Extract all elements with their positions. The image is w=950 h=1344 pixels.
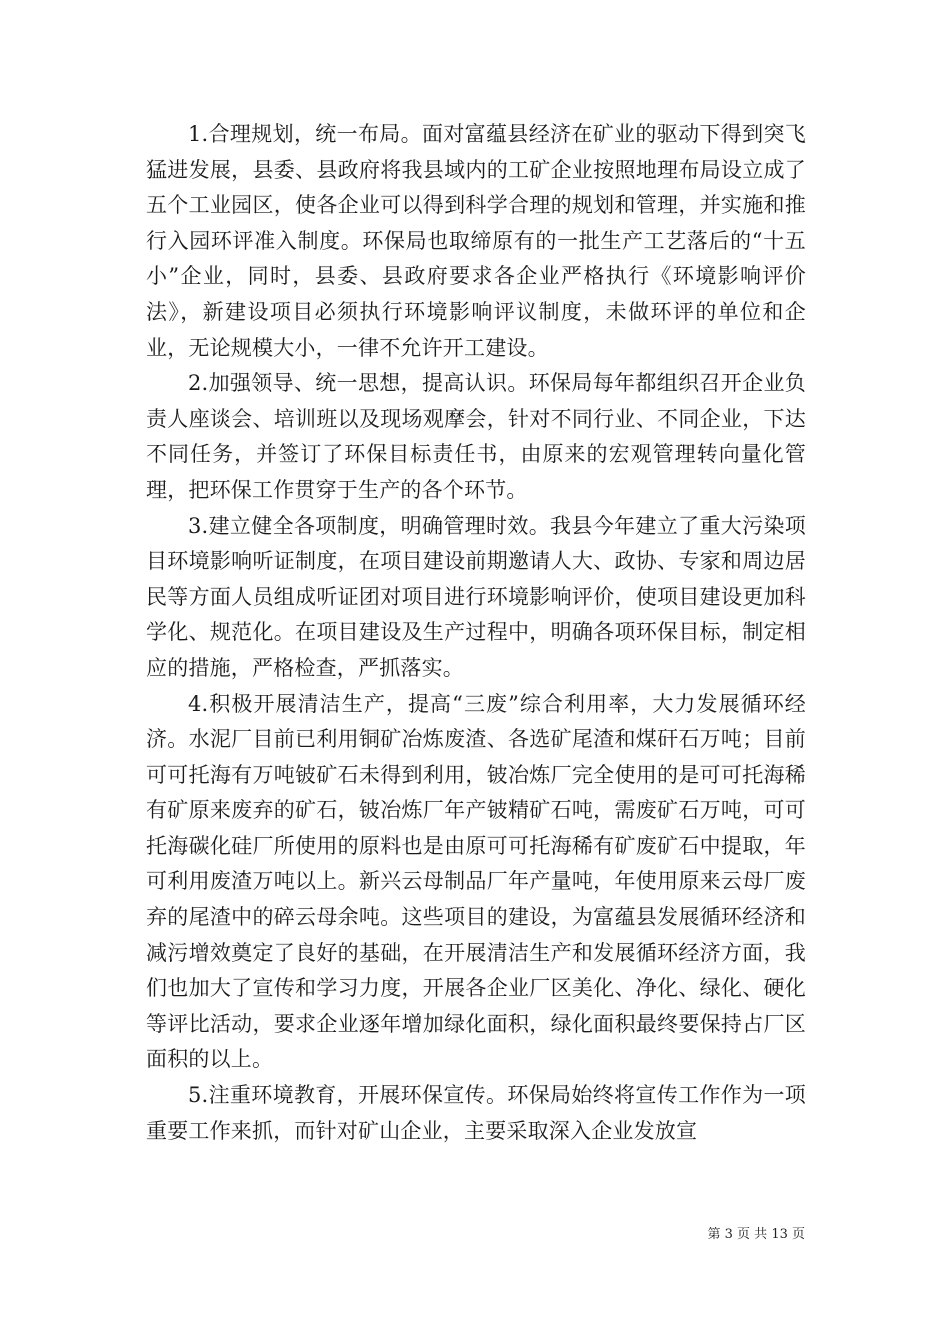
paragraph-2: 2.加强领导、统一思想，提高认识。环保局每年都组织召开企业负责人座谈会、培训班以及现场观摩会，针对不同行业、不同企业，下达不同任务，并签订了环保目标责任书，由原来的宏观管理转向量化管理，把环保工作贯穿于生产的各个环节。 xyxy=(146,371,806,502)
paragraph-5: 5.注重环境教育，开展环保宣传。环保局始终将宣传工作作为一项重要工作来抓，而针对矿山企业，主要采取深入企业发放宣 xyxy=(146,1083,806,1143)
paragraph-1: 1.合理规划，统一布局。面对富蕴县经济在矿业的驱动下得到突飞猛进发展，县委、县政府将我县域内的工矿企业按照地理布局设立成了五个工业园区，使各企业可以得到科学合理的规划和管理，并实施和推行入园环评准入制度。环保局也取缔原有的一批生产工艺落后的“十五小”企业，同时，县委、县政府要求各企业严格执行《环境影响评价法》，新建设项目必须执行环境影响评议制度，未做环评的单位和企业，无论规模大小，一律不允许开工建设。 xyxy=(146,122,806,360)
paragraph-3: 3.建立健全各项制度，明确管理时效。我县今年建立了重大污染项目环境影响听证制度，在项目建设前期邀请人大、政协、专家和周边居民等方面人员组成听证团对项目进行环境影响评价，使项目建设更加科学化、规范化。在项目建设及生产过程中，明确各项环保目标，制定相应的措施，严格检查，严抓落实。 xyxy=(146,513,806,680)
page-number: 第 3 页 共 13 页 xyxy=(707,1227,805,1242)
paragraph-4: 4.积极开展清洁生产，提高“三废”综合利用率，大力发展循环经济。水泥厂目前已利用铜矿冶炼废渣、各选矿尾渣和煤矸石万吨；目前可可托海有万吨铍矿石未得到利用，铍冶炼厂完全使用的是可可托海稀有矿原来废弃的矿石，铍冶炼厂年产铍精矿石吨，需废矿石万吨，可可托海碳化硅厂所使用的原料也是由原可可托海稀有矿废矿石中提取，年可利用废渣万吨以上。新兴云母制品厂年产量吨，年使用原来云母厂废弃的尾渣中的碎云母余吨。这些项目的建设，为富蕴县发展循环经济和减污增效奠定了良好的基础，在开展清洁生产和发展循环经济方面，我们也加大了宣传和学习力度，开展各企业厂区美化、净化、绿化、硬化等评比活动，要求企业逐年增加绿化面积，绿化面积最终要保持占厂区面积的以上。 xyxy=(146,691,806,1072)
document-body xyxy=(146,117,806,1149)
